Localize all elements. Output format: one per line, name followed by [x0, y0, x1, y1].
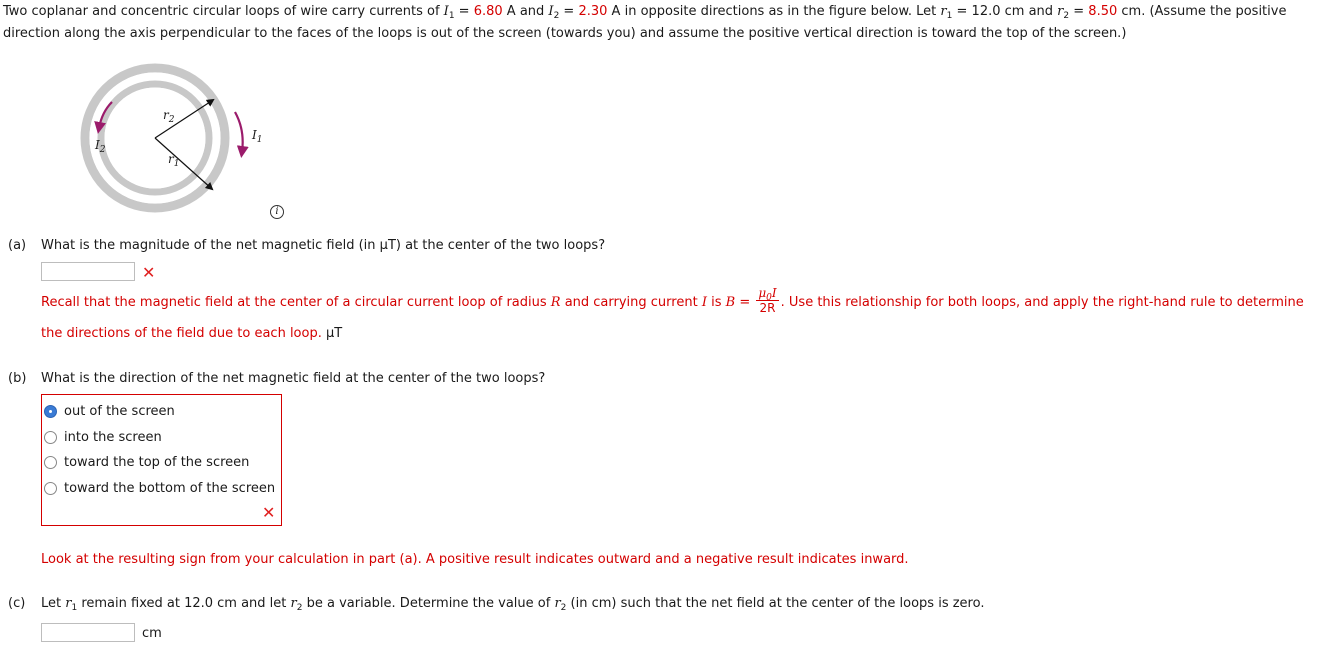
intro-text: and [1024, 4, 1058, 19]
part-a-letter: (a) [8, 238, 27, 253]
hint-symbol-B: B [725, 295, 736, 310]
radio-icon[interactable] [44, 431, 57, 444]
loops-diagram [80, 60, 280, 220]
formula-denominator: 2R [759, 301, 776, 315]
formula-numerator: $\mu_0I$ [758, 286, 777, 303]
intro-text: A in opposite directions as in the figure below. Let [607, 4, 941, 19]
radius-2-value: 8.50 [1088, 4, 1118, 19]
radio-selected-icon[interactable] [44, 405, 57, 418]
part-b-question-text: What is the direction of the net magnetic field at the center of the two loops? [41, 371, 546, 386]
radius-2-symbol: r [554, 596, 561, 611]
current-1-symbol: I [443, 4, 449, 19]
radio-icon[interactable] [44, 456, 57, 469]
radius-1-symbol: r [65, 596, 72, 611]
part-c-question [8, 596, 984, 611]
option-label: out of the screen [64, 403, 175, 419]
option-into-screen[interactable] [44, 428, 162, 446]
hint-text: the directions of the field due to each loop. [41, 326, 322, 341]
option-label: toward the bottom of the screen [64, 480, 276, 496]
problem-statement [3, 1, 1325, 45]
part-a-unit: µT [326, 326, 343, 341]
part-b-question [8, 371, 545, 386]
label-r2: $r_2$ [163, 108, 175, 125]
current-I1-arrow [235, 112, 243, 152]
hint-text: is [706, 295, 726, 310]
hint-symbol-R: R [550, 295, 561, 310]
equals-sign: = [952, 4, 972, 19]
radius-1-value: 12.0 cm [971, 4, 1025, 19]
part-c-unit: cm [142, 626, 162, 641]
x-mark-icon: ✕ [142, 263, 156, 282]
current-1-subscript: 1 [448, 11, 455, 21]
equals-sign: = [559, 4, 579, 19]
part-c-text: be a variable. Determine the value of [302, 596, 555, 611]
equals-sign: = [454, 4, 474, 19]
concentric-loops-figure [80, 60, 280, 220]
option-toward-top[interactable] [44, 453, 249, 471]
part-c-text: remain fixed at 12.0 cm and let [77, 596, 291, 611]
part-b-options [41, 394, 282, 526]
x-mark-icon: ✕ [262, 503, 276, 522]
label-I1: $I_1$ [252, 128, 263, 145]
part-a-answer-input[interactable] [41, 262, 135, 281]
equals-sign: = [735, 295, 755, 310]
radius-2-subscript: 2 [560, 603, 567, 613]
intro-text: Two coplanar and concentric circular loops of wire carry currents of [3, 4, 444, 19]
current-2-subscript: 2 [553, 11, 560, 21]
intro-text: cm. (Assume the positive direction along the axis perpendicular to the faces of the loops is out of the screen (towards you) and assume the positive vertical direction is toward the top of the screen.) [3, 4, 1287, 41]
part-a-question [8, 238, 605, 253]
current-2-symbol: I [548, 4, 554, 19]
option-label: toward the top of the screen [64, 454, 250, 470]
part-c-answer-input[interactable] [41, 623, 135, 642]
radius-1-subscript: 1 [946, 11, 953, 21]
intro-text: A and [502, 4, 549, 19]
label-I2: $I_2$ [95, 138, 106, 155]
part-c-text: (in cm) such that the net field at the center of the loops is zero. [566, 596, 985, 611]
part-a-hint-line2 [41, 326, 342, 341]
hint-text: Recall that the magnetic field at the center of a circular current loop of radius [41, 295, 551, 310]
part-a-question-text: What is the magnitude of the net magnetic field (in µT) at the center of the two loops? [41, 238, 606, 253]
part-c-text: Let [41, 596, 66, 611]
equals-sign: = [1069, 4, 1089, 19]
info-icon[interactable]: i [270, 205, 284, 219]
option-toward-bottom[interactable] [44, 479, 275, 497]
formula-fraction [756, 286, 778, 315]
part-b-hint: Look at the resulting sign from your calculation in part (a). A positive result indicates outward and a negative result indicates inward. [41, 552, 909, 567]
part-a-hint [41, 288, 1321, 318]
option-out-of-screen[interactable] [44, 402, 175, 420]
radius-1-subscript: 1 [71, 603, 78, 613]
radius-2-symbol: r [1057, 4, 1064, 19]
part-b-letter: (b) [8, 371, 27, 386]
current-1-value: 6.80 [473, 4, 503, 19]
hint-text: and carrying current [560, 295, 702, 310]
radius-2-subscript: 2 [1063, 11, 1070, 21]
option-label: into the screen [64, 429, 162, 445]
hint-symbol-I: I [701, 295, 707, 310]
current-2-value: 2.30 [578, 4, 608, 19]
radius-1-symbol: r [940, 4, 947, 19]
label-r1: $r_1$ [168, 152, 180, 169]
radius-2-symbol: r [290, 596, 297, 611]
radius-2-subscript: 2 [296, 603, 303, 613]
radio-icon[interactable] [44, 482, 57, 495]
part-c-letter: (c) [8, 596, 26, 611]
hint-text: . Use this relationship for both loops, and apply the right-hand rule to determine [780, 295, 1304, 310]
